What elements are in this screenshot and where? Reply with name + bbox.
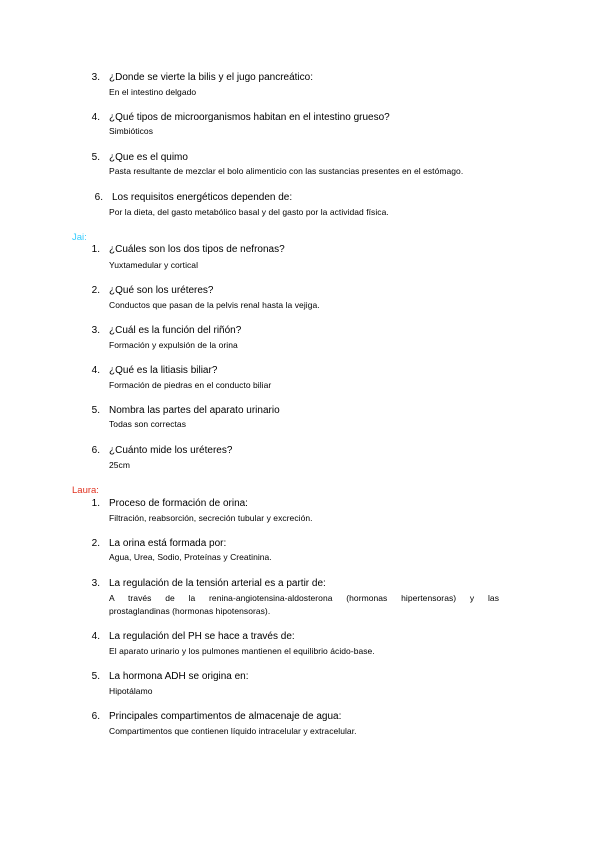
question-text: ¿Qué tipos de microorganismos habitan en el intestino grueso? [109, 112, 390, 123]
item-number: 1. [91, 498, 100, 509]
item-number: 4. [91, 112, 100, 123]
answer-text: Formación y expulsión de la orina [109, 340, 238, 350]
item-number: 3. [91, 578, 100, 589]
item-number: 6. [91, 711, 100, 722]
question-text: ¿Qué es la litiasis biliar? [109, 365, 218, 376]
question-text: ¿Cuáles son los dos tipos de nefronas? [109, 244, 285, 255]
answer-text: En el intestino delgado [109, 87, 197, 97]
answer-text: 25cm [109, 460, 130, 470]
item-number: 2. [91, 285, 100, 296]
answer-line-1: A través de la renina-angiotensina-aldosterona (hormonas hipertensoras) y las [109, 593, 499, 603]
section-label-jai: Jai: [72, 232, 87, 243]
question-text: La orina está formada por: [109, 538, 227, 549]
answer-text: El aparato urinario y los pulmones mantienen el equilibrio ácido-base. [109, 646, 375, 656]
question-text: ¿Cuánto mide los uréteres? [109, 445, 233, 456]
item-number: 4. [91, 631, 100, 642]
answer-text: Simbióticos [109, 126, 154, 136]
answer-text: Hipotálamo [109, 686, 153, 696]
item-number: 5. [91, 405, 100, 416]
item-number: 1. [91, 244, 100, 255]
item-number: 5. [91, 152, 100, 163]
item-number: 3. [91, 325, 100, 336]
answer-line-2: prostaglandinas (hormonas hipotensoras). [109, 605, 271, 616]
answer-text: Todas son correctas [109, 419, 187, 429]
item-number: 2. [91, 538, 100, 549]
answer-text: Agua, Urea, Sodio, Proteínas y Creatinina. [109, 552, 272, 562]
section-label-laura: Laura: [72, 485, 99, 496]
answer-text: Filtración, reabsorción, secreción tubular y excreción. [109, 513, 313, 523]
answer-text: Por la dieta, del gasto metabólico basal y del gasto por la actividad física. [109, 207, 389, 217]
answer-text [109, 592, 499, 617]
question-text: La regulación de la tensión arterial es a partir de: [109, 578, 326, 589]
answer-text: Compartimentos que contienen líquido intracelular y extracelular. [109, 726, 357, 736]
question-text: ¿Donde se vierte la bilis y el jugo pancreático: [109, 72, 313, 83]
question-text: ¿Que es el quimo [109, 152, 188, 163]
answer-text: Pasta resultante de mezclar el bolo alimenticio con las sustancias presentes en el estómago. [109, 166, 464, 176]
question-text: La regulación del PH se hace a través de: [109, 631, 295, 642]
answer-text: Formación de piedras en el conducto biliar [109, 380, 272, 390]
item-number: 5. [91, 671, 100, 682]
item-number: 6. [94, 192, 103, 203]
question-text: Los requisitos energéticos dependen de: [112, 192, 293, 203]
item-number: 3. [91, 72, 100, 83]
question-text: La hormona ADH se origina en: [109, 671, 249, 682]
question-text: Principales compartimentos de almacenaje de agua: [109, 711, 342, 722]
answer-text: Yuxtamedular y cortical [109, 260, 199, 270]
question-text: ¿Qué son los uréteres? [109, 285, 214, 296]
item-number: 6. [91, 445, 100, 456]
question-text: ¿Cuál es la función del riñón? [109, 325, 242, 336]
question-text: Nombra las partes del aparato urinario [109, 405, 280, 416]
answer-text: Conductos que pasan de la pelvis renal hasta la vejiga. [109, 300, 320, 310]
item-number: 4. [91, 365, 100, 376]
question-text: Proceso de formación de orina: [109, 498, 248, 509]
